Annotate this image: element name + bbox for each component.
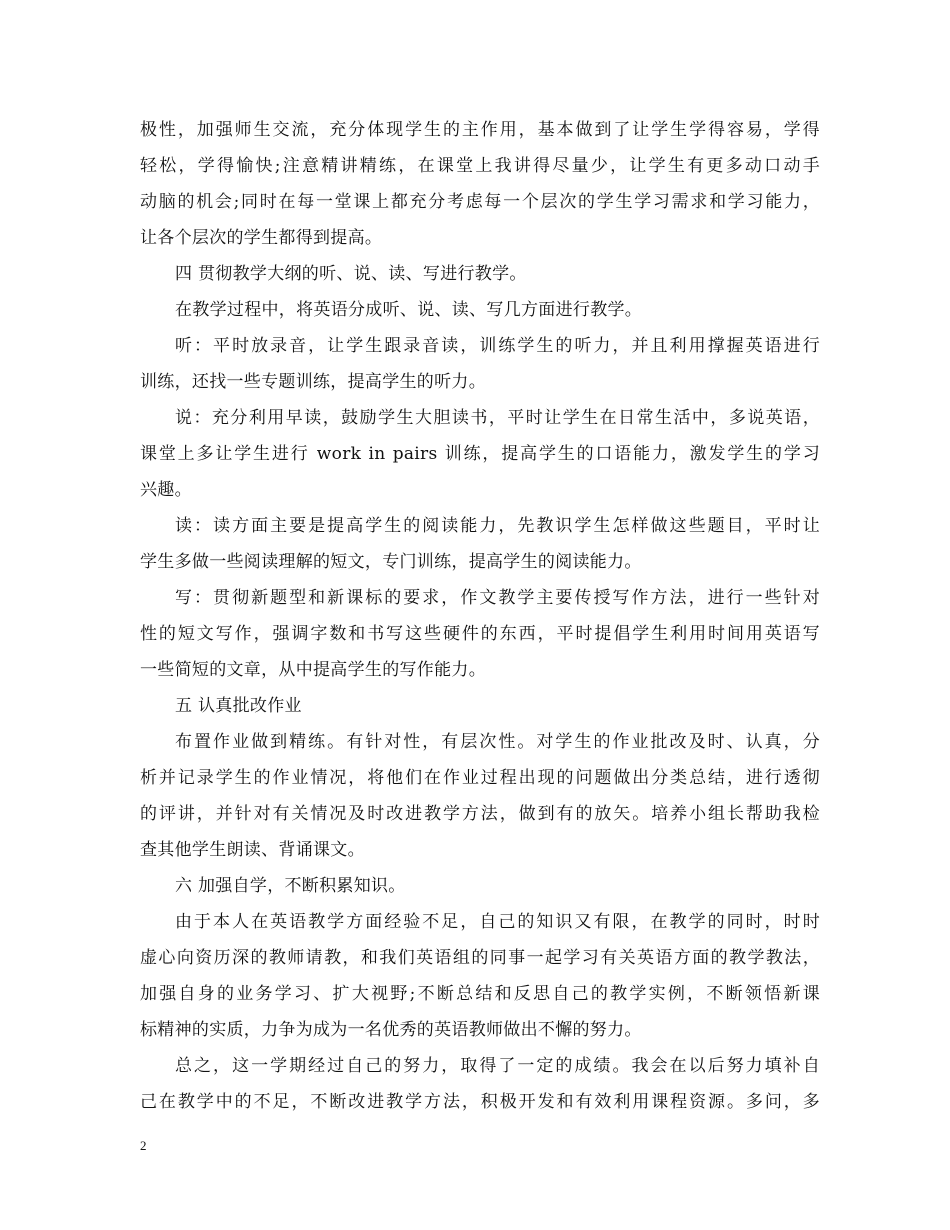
- document-body: [140, 112, 820, 1120]
- text-line: 学生多做一些阅读理解的短文，专门训练，提高学生的阅读能力。: [140, 552, 642, 572]
- text-line: 由于本人在英语教学方面经验不足，自己的知识又有限，在教学的同时，时时: [175, 912, 820, 932]
- text-line: 读：读方面主要是提高学生的阅读能力，先教识学生怎样做这些题目，平时让: [175, 516, 820, 536]
- text-line: 虚心向资历深的教师请教，和我们英语组的同事一起学习有关英语方面的教学教法，: [140, 948, 820, 968]
- text-line: 兴趣。: [140, 480, 192, 500]
- text-line: 己在教学中的不足，不断改进教学方法，积极开发和有效利用课程资源。多问，多: [140, 1092, 820, 1112]
- text-line: 一些简短的文章，从中提高学生的写作能力。: [140, 660, 486, 680]
- text-line: 总之，这一学期经过自己的努力，取得了一定的成绩。我会在以后努力填补自: [175, 1056, 820, 1076]
- text-line: 析并记录学生的作业情况，将他们在作业过程出现的问题做出分类总结，进行透彻: [140, 768, 820, 788]
- text-line: 课堂上多让学生进行 work in pairs 训练，提高学生的口语能力，激发学生的学习: [140, 444, 820, 464]
- text-line: 六 加强自学，不断积累知识。: [175, 876, 406, 896]
- text-line: 标精神的实质，力争为成为一名优秀的英语教师做出不懈的努力。: [140, 1020, 642, 1040]
- text-line: 写：贯彻新题型和新课标的要求，作文教学主要传授写作方法，进行一些针对: [175, 588, 820, 608]
- text-line: 让各个层次的学生都得到提高。: [140, 228, 383, 248]
- text-line: 轻松，学得愉快;注意精讲精练，在课堂上我讲得尽量少，让学生有更多动口动手: [140, 156, 820, 176]
- text-line: 动脑的机会;同时在每一堂课上都充分考虑每一个层次的学生学习需求和学习能力，: [140, 192, 820, 212]
- text-line: 五 认真批改作业: [175, 696, 302, 716]
- text-line: 性的短文写作，强调字数和书写这些硬件的东西，平时提倡学生利用时间用英语写: [140, 624, 820, 644]
- text-line: 加强自身的业务学习、扩大视野;不断总结和反思自己的教学实例，不断领悟新课: [140, 984, 820, 1004]
- text-line: 训练，还找一些专题训练，提高学生的听力。: [140, 372, 486, 392]
- text-line: 在教学过程中，将英语分成听、说、读、写几方面进行教学。: [175, 300, 643, 320]
- text-line: 四 贯彻教学大纲的听、说、读、写进行教学。: [175, 264, 527, 284]
- text-line: 的评讲，并针对有关情况及时改进教学方法，做到有的放矢。培养小组长帮助我检: [140, 804, 820, 824]
- text-line: 听：平时放录音，让学生跟录音读，训练学生的听力，并且利用撑握英语进行: [175, 336, 820, 356]
- page-number: 2: [140, 1138, 147, 1153]
- text-line: 布置作业做到精练。有针对性，有层次性。对学生的作业批改及时、认真，分: [175, 732, 820, 752]
- text-line: 极性，加强师生交流，充分体现学生的主作用，基本做到了让学生学得容易，学得: [140, 120, 820, 140]
- text-line: 说：充分利用早读，鼓励学生大胆读书，平时让学生在日常生活中，多说英语，: [175, 408, 820, 428]
- text-line: 查其他学生朗读、背诵课文。: [140, 840, 365, 860]
